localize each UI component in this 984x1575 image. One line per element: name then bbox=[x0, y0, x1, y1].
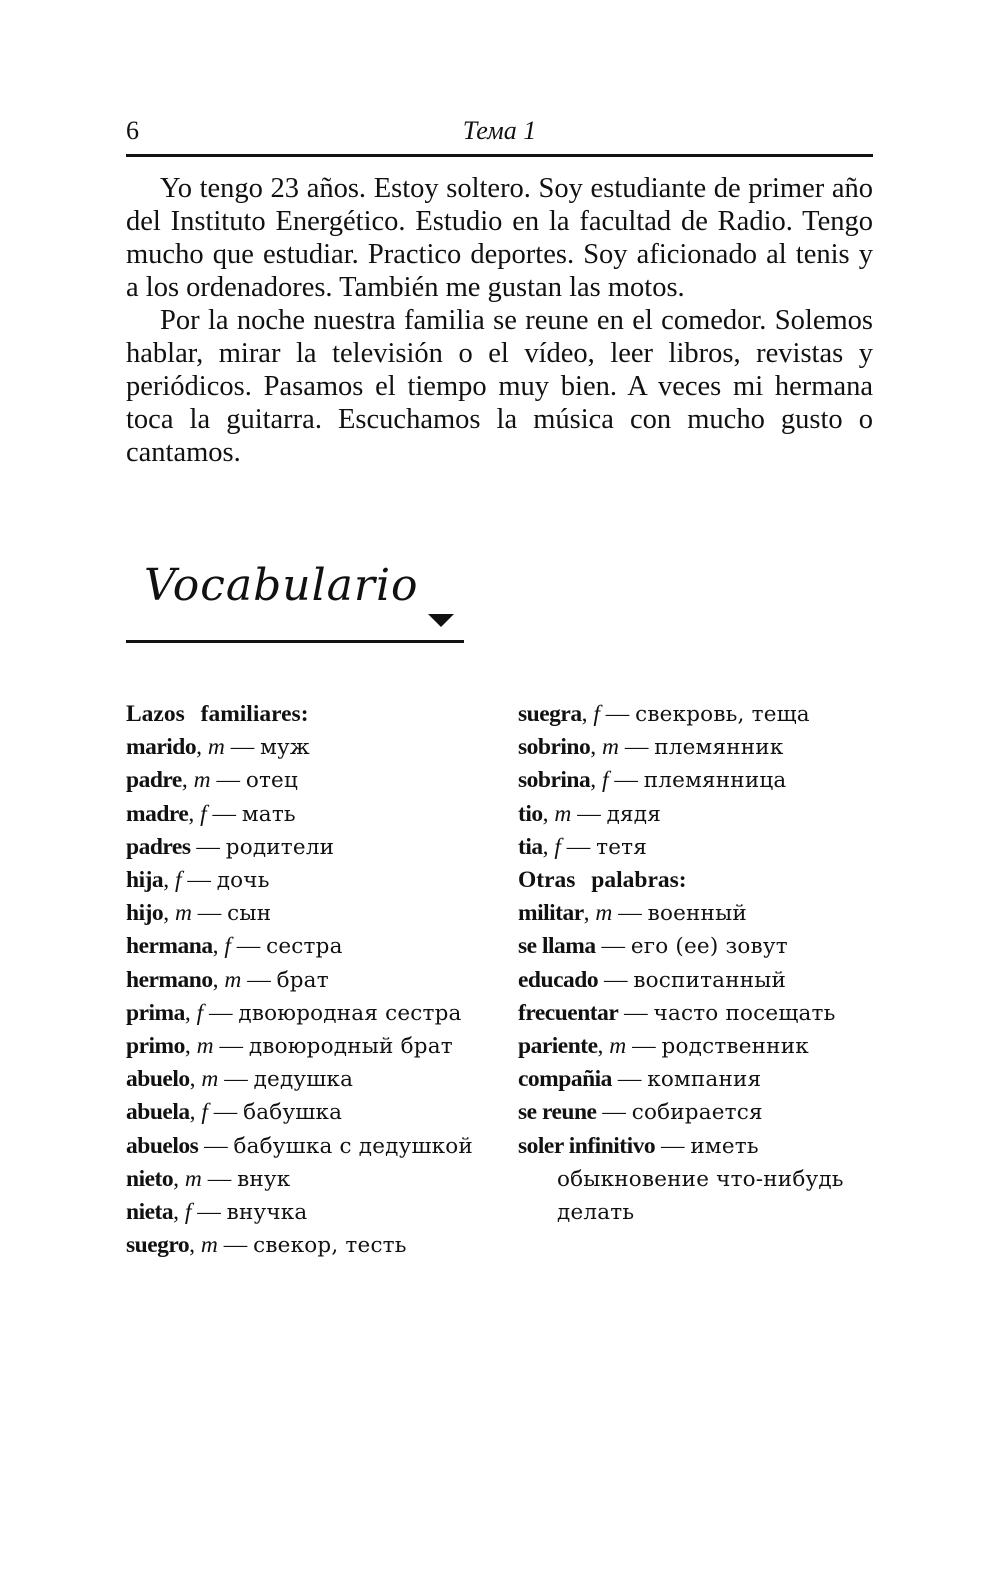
vocab-translation: тетя bbox=[596, 834, 648, 860]
vocab-entry: sobrina, f — племянница bbox=[518, 767, 787, 794]
vocab-word: se reune bbox=[518, 1099, 597, 1126]
vocab-dash: — bbox=[614, 767, 638, 794]
vocab-word: sobrina bbox=[518, 767, 591, 794]
vocab-title: Vocabulario bbox=[144, 560, 419, 611]
vocab-dash: — bbox=[197, 1199, 221, 1226]
vocab-entry bbox=[518, 1063, 878, 1096]
vocab-translation: его (ее) зовут bbox=[630, 934, 788, 960]
vocab-translation: двоюродная сестра bbox=[238, 1000, 462, 1026]
vocab-word: soler infinitivo bbox=[518, 1132, 656, 1159]
vocab-gender: m bbox=[602, 734, 619, 761]
vocab-dash: — bbox=[219, 1033, 243, 1060]
vocab-translation: компания bbox=[647, 1067, 762, 1093]
vocab-translation: воспитанный bbox=[633, 967, 787, 993]
paragraph: Yo tengo 23 años. Estoy soltero. Soy estudiante de primer año del Instituto Energético. Estudio en la facultad de Radio. Tengo mucho que estudiar. Practico deportes. Soy aficionado al tenis y a los ordenadores. También me gustan las motos. bbox=[126, 173, 873, 303]
vocab-dash: — bbox=[213, 1099, 238, 1126]
vocab-translation: внук bbox=[237, 1166, 291, 1192]
vocab-dash: — bbox=[204, 1132, 228, 1159]
vocab-entry: tia, f — тетя bbox=[518, 833, 648, 860]
vocab-translation: мать bbox=[241, 801, 296, 827]
vocab-gender: f bbox=[200, 800, 207, 827]
vocab-entry: abuelo, m — дедушка bbox=[126, 1066, 354, 1093]
vocab-gender: f bbox=[602, 767, 609, 794]
vocab-group-heading: Otras palabras: bbox=[518, 867, 687, 894]
vocab-dash: — bbox=[196, 833, 220, 860]
vocab-gender: m bbox=[595, 900, 613, 927]
vocab-entry: primo, m — двоюродный брат bbox=[126, 1033, 453, 1060]
vocab-translation: военный bbox=[647, 901, 747, 927]
vocab-translation: родственник bbox=[661, 1034, 809, 1060]
vocab-word: suegra bbox=[518, 701, 582, 727]
vocab-entry: militar, m — военный bbox=[518, 900, 747, 927]
vocab-word: abuelo bbox=[126, 1066, 190, 1093]
vocab-translation: свекровь, теща bbox=[635, 702, 810, 727]
vocab-word: militar bbox=[518, 900, 584, 927]
vocab-word: nieta bbox=[126, 1199, 174, 1226]
vocab-gender: m bbox=[174, 900, 192, 927]
vocab-column-left bbox=[126, 698, 506, 1262]
vocab-word: hermano bbox=[126, 966, 213, 993]
vocab-gender: m bbox=[609, 1033, 627, 1060]
header-rule bbox=[126, 154, 873, 157]
vocab-entry bbox=[518, 1130, 878, 1230]
vocab-gender: m bbox=[207, 734, 225, 761]
vocab-dash: — bbox=[209, 999, 233, 1026]
vocab-gender: f bbox=[201, 1099, 208, 1126]
vocab-entry: tio, m — дядя bbox=[518, 800, 661, 827]
vocab-entry: madre, f — мать bbox=[126, 800, 296, 827]
vocab-entry: suegro, m — свекор, тесть bbox=[126, 1232, 407, 1259]
vocab-entry bbox=[518, 997, 878, 1030]
paragraph: Por la noche nuestra familia se reune en el comedor. Solemos hablar, mirar la televisión o el vídeo, leer libros, revistas y periódicos. Pasamos el tiempo muy bien. A veces mi hermana toca la guitarra. Escuchamos la música con mucho gusto o cantamos. bbox=[126, 305, 873, 468]
vocab-gender: m bbox=[224, 966, 242, 993]
vocab-gender: f bbox=[184, 1199, 192, 1226]
vocab-word: nieto bbox=[126, 1165, 174, 1192]
vocab-translation: дочь bbox=[216, 868, 270, 894]
body-text bbox=[126, 172, 873, 469]
vocab-entry: marido, m — муж bbox=[126, 734, 310, 761]
vocab-entry: nieta, f — внучка bbox=[126, 1199, 308, 1226]
vocab-dash: — bbox=[207, 1165, 232, 1192]
vocab-translation: племянник bbox=[654, 735, 784, 761]
vocab-translation: свекор, тесть bbox=[253, 1233, 407, 1259]
vocab-gender: m bbox=[554, 800, 572, 827]
vocab-word: hijo bbox=[126, 900, 164, 927]
vocab-word: prima bbox=[126, 999, 185, 1026]
vocab-word: marido bbox=[126, 734, 197, 761]
page-number: 6 bbox=[126, 116, 139, 145]
vocab-translation: сестра bbox=[266, 934, 343, 960]
vocab-entry: hermano, m — брат bbox=[126, 966, 329, 993]
vocab-word: primo bbox=[126, 1033, 185, 1060]
vocab-word: pariente bbox=[518, 1033, 598, 1060]
vocab-translation: муж bbox=[260, 735, 310, 761]
vocab-dash: — bbox=[212, 800, 236, 827]
vocab-group-heading: Lazos familiares: bbox=[126, 701, 309, 727]
vocab-word: madre bbox=[126, 800, 189, 827]
vocab-translation: племянница bbox=[643, 768, 787, 794]
vocab-word: abuela bbox=[126, 1099, 190, 1126]
vocab-word: se llama bbox=[518, 933, 596, 960]
vocab-entry bbox=[518, 930, 878, 963]
vocab-entry: padre, m — отец bbox=[126, 767, 299, 794]
vocab-translation: бабушка с дедушкой bbox=[233, 1133, 473, 1159]
vocab-entry: sobrino, m — племянник bbox=[518, 734, 784, 761]
vocab-dash: — bbox=[224, 1066, 248, 1093]
vocab-gender: m bbox=[200, 1232, 218, 1259]
vocab-dash: — bbox=[187, 867, 211, 894]
running-head: Тема 1 bbox=[462, 116, 537, 145]
vocab-word: hermana bbox=[126, 933, 213, 960]
vocab-dash: — bbox=[632, 1033, 656, 1060]
triangle-down-icon bbox=[428, 614, 454, 627]
vocab-gender: f bbox=[554, 833, 561, 860]
vocab-word: tio bbox=[518, 800, 543, 827]
vocab-dash: — bbox=[236, 933, 261, 960]
vocab-dash: — bbox=[661, 1132, 685, 1159]
vocab-dash: — bbox=[618, 900, 642, 927]
vocab-entry bbox=[518, 964, 878, 997]
vocab-word: frecuentar bbox=[518, 999, 619, 1026]
vocab-entry: abuela, f — бабушка bbox=[126, 1099, 343, 1126]
vocab-translation: часто посещать bbox=[653, 1000, 836, 1026]
vocab-gender: m bbox=[196, 1033, 214, 1060]
vocab-dash: — bbox=[602, 1099, 626, 1126]
vocab-dash: — bbox=[624, 734, 649, 761]
vocab-translation: собирается bbox=[631, 1100, 763, 1126]
vocab-dash: — bbox=[197, 900, 222, 927]
vocab-translation: дедушка bbox=[253, 1067, 354, 1093]
vocab-word: sobrino bbox=[518, 734, 591, 761]
vocab-entry bbox=[126, 831, 506, 864]
vocab-word: padre bbox=[126, 767, 182, 794]
vocab-translation: брат bbox=[276, 967, 329, 993]
vocab-translation: внучка bbox=[226, 1200, 308, 1226]
vocab-dash: — bbox=[230, 734, 255, 761]
vocab-word: abuelos bbox=[126, 1132, 199, 1159]
vocab-gender: f bbox=[196, 999, 204, 1026]
vocab-entry: hermana, f — сестра bbox=[126, 933, 343, 960]
vocab-heading bbox=[126, 560, 464, 644]
vocab-gender: f bbox=[224, 933, 231, 960]
vocab-word: compañia bbox=[518, 1066, 612, 1093]
vocab-translation: двоюродный брат bbox=[248, 1034, 453, 1060]
vocab-translation: сын bbox=[227, 901, 272, 927]
vocab-translation: иметь обыкновение что-нибудь делать bbox=[557, 1133, 844, 1226]
vocab-entry bbox=[518, 1096, 878, 1129]
vocab-word: tia bbox=[518, 833, 543, 860]
vocab-dash: — bbox=[624, 999, 648, 1026]
vocab-gender: f bbox=[174, 867, 182, 894]
vocab-dash: — bbox=[601, 933, 625, 960]
vocab-dash: — bbox=[566, 833, 591, 860]
vocab-translation: родители bbox=[225, 834, 335, 860]
vocab-dash: — bbox=[603, 966, 628, 993]
vocab-translation: бабушка bbox=[243, 1100, 343, 1126]
page-header bbox=[126, 112, 873, 152]
vocab-dash: — bbox=[577, 800, 601, 827]
vocab-dash: — bbox=[247, 966, 271, 993]
vocab-dash: — bbox=[605, 701, 630, 727]
vocab-gender: f bbox=[593, 701, 600, 727]
vocab-entry: prima, f — двоюродная сестра bbox=[126, 999, 462, 1026]
vocab-entry: nieto, m — внук bbox=[126, 1165, 291, 1192]
vocab-dash: — bbox=[216, 767, 240, 794]
vocab-translation: отец bbox=[245, 768, 299, 794]
vocab-word: educado bbox=[518, 966, 599, 993]
vocab-rule bbox=[126, 640, 464, 643]
vocab-word: padres bbox=[126, 833, 191, 860]
vocab-entry: hijo, m — сын bbox=[126, 900, 272, 927]
vocab-gender: m bbox=[201, 1066, 219, 1093]
vocab-translation: дядя bbox=[606, 801, 661, 827]
vocab-entry bbox=[126, 1130, 506, 1163]
vocab-entry: pariente, m — родственник bbox=[518, 1033, 809, 1060]
vocab-entry: hija, f — дочь bbox=[126, 867, 270, 894]
vocab-column-right bbox=[518, 698, 878, 1229]
vocab-dash: — bbox=[617, 1066, 642, 1093]
vocab-word: hija bbox=[126, 867, 164, 894]
vocab-gender: m bbox=[184, 1165, 202, 1192]
vocab-word: suegro bbox=[126, 1232, 190, 1259]
vocab-entry: suegra, f — свекровь, теща bbox=[518, 701, 810, 727]
vocab-gender: m bbox=[193, 767, 211, 794]
vocab-dash: — bbox=[223, 1232, 248, 1259]
